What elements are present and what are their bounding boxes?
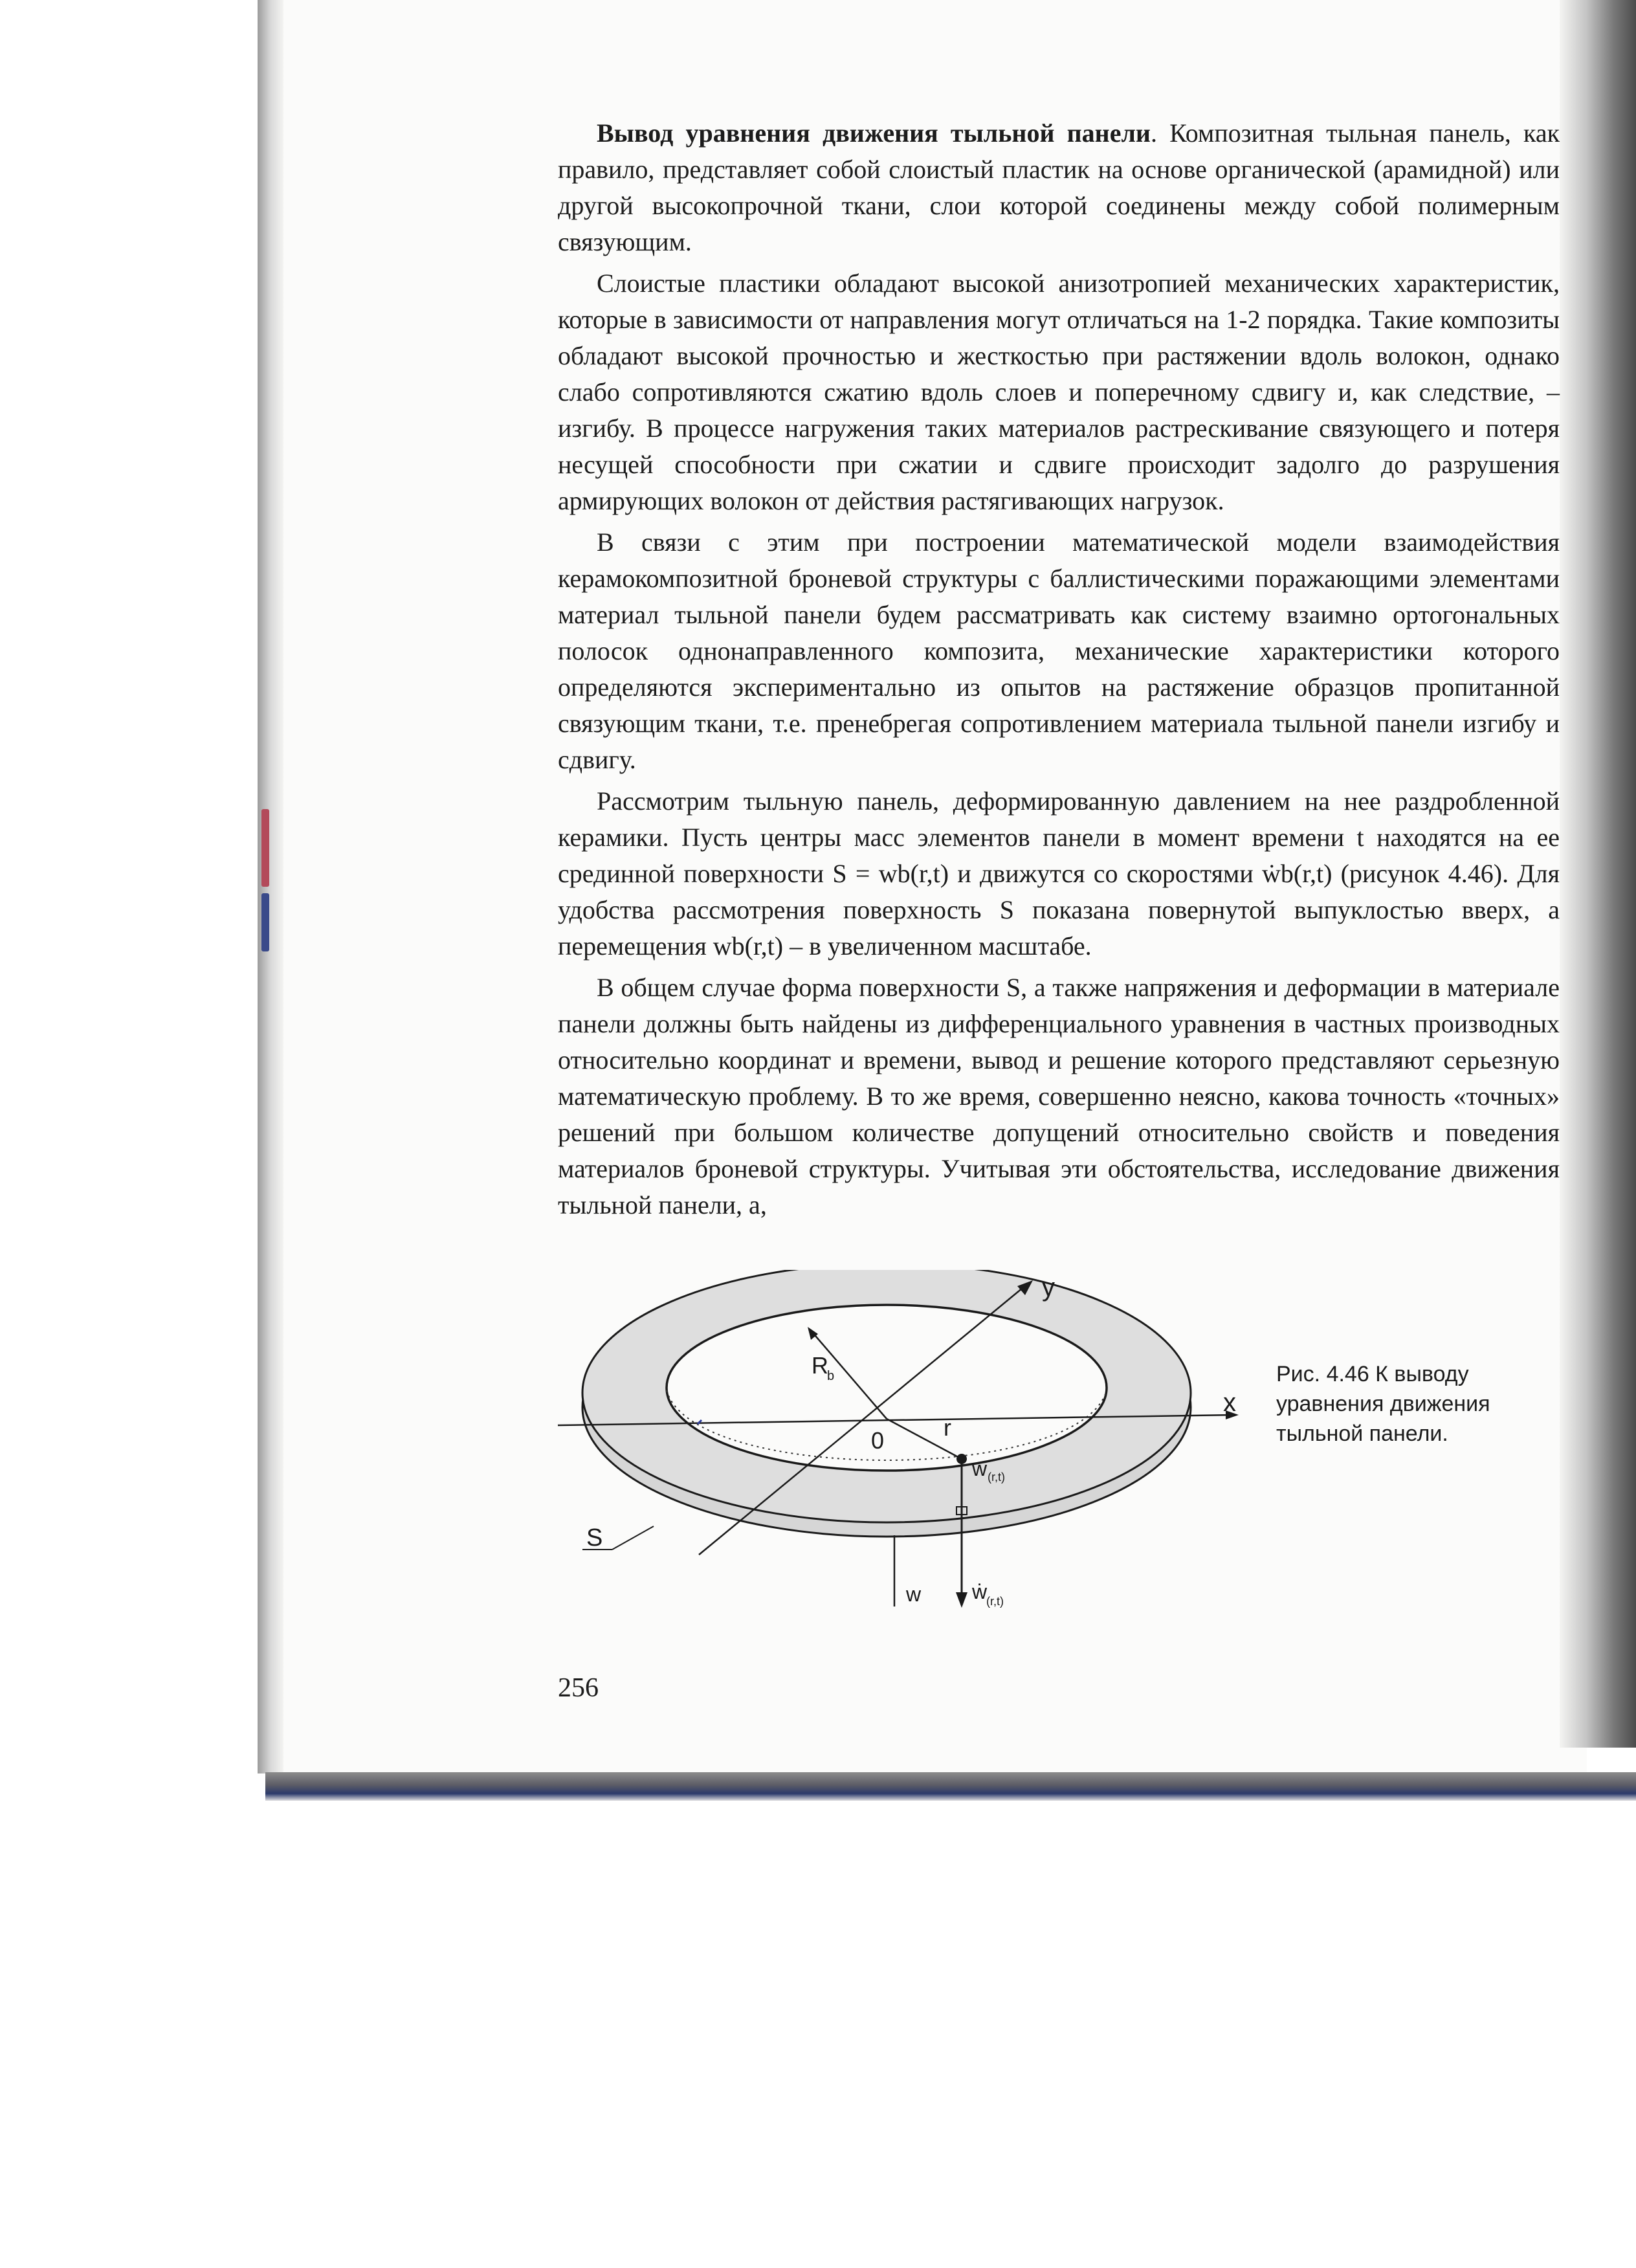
- paragraph-text: В общем случае форма поверхности S, а также напряжения и деформации в материале панели должны быть найдены из дифференциального уравнения в частных производных относительно координат и времени, вывод и решение которого представляют серьезную математическую проблему. В то же время, совершенно неясно, какова точность «точных» решений при большом количестве допущений относительно свойств и поведения материалов броневой структуры. Учитывая эти обстоятельства, исследование движения тыльной панели, а,: [558, 973, 1560, 1219]
- paragraph-text: Рассмотрим тыльную панель, деформированную давлением на нее раздробленной керамики. Пусть центры масс элементов панели в момент времени t находятся на ее срединной поверхности S = wb(r,t) и движутся со скоростями ẇb(r,t) (рисунок 4.46). Для удобства рассмотрения поверхность S показана повернутой выпуклостью вверх, а перемещения wb(r,t) – в увеличенном масштабе.: [558, 786, 1560, 961]
- paragraph-text: В связи с этим при построении математической модели взаимодействия керамокомпозитной броневой структуры с баллистическими поражающими элементами материал тыльной панели будем рассматривать как систему взаимно ортогональных полосок однонаправленного композита, механические характеристики которого определяются экспериментально из опытов на растяжение образцов пропитанной связующим ткани, т.е. пренебрегая сопротивлением материала тыльной панели изгибу и сдвигу.: [558, 528, 1560, 774]
- body-text: [558, 115, 1560, 1228]
- edge-mark-blue: [261, 893, 269, 951]
- panel-diagram: [550, 1270, 1560, 1632]
- label-wdot: ẇ: [972, 1580, 988, 1603]
- label-rb: R: [812, 1352, 828, 1379]
- label-wdot-sub: (r,t): [986, 1595, 1004, 1608]
- label-s: S: [586, 1524, 603, 1551]
- paragraph-4: [558, 783, 1560, 964]
- label-rb-sub: b: [827, 1369, 835, 1383]
- label-x: x: [1223, 1388, 1236, 1417]
- section-heading: Вывод уравнения движения тыльной панели: [597, 118, 1151, 148]
- edge-shadow: [1560, 0, 1636, 1748]
- figure-4-46: [550, 1270, 1560, 1632]
- label-w-point-sub: (r,t): [988, 1471, 1005, 1484]
- paragraph-text: Слоистые пластики обладают высокой анизотропией механических характеристик, которые в зависимости от направления могут отличаться на 1-2 порядка. Такие композиты обладают высокой прочностью и жесткостью при растяжении вдоль волокон, однако слабо сопротивляются сжатию вдоль слоев и поперечному сдвигу и, как следствие, – изгибу. В процессе нагружения таких материалов растрескивание связующего и потеря несущей способности при сжатии и сдвиге происходит задолго до разрушения армирующих волокон от действия растягивающих нагрузок.: [558, 269, 1560, 515]
- paragraph-text: . Композитная тыльная панель, как правило, представляет собой слоистый пластик на основе органической (арамидной) или другой высокопрочной ткани, слои которой соединены между собой полимерным связующим.: [558, 118, 1560, 256]
- label-w-axis: w: [906, 1583, 922, 1606]
- paragraph-3: [558, 524, 1560, 778]
- velocity-arrow: [956, 1592, 967, 1608]
- label-r: r: [944, 1414, 951, 1441]
- label-origin: 0: [871, 1427, 885, 1454]
- edge-mark-red: [261, 809, 269, 887]
- label-w-point: w: [972, 1457, 988, 1480]
- s-leader: [612, 1526, 654, 1550]
- figure-caption: Рис. 4.46 К выводу уравнения движения тыльной панели.: [1276, 1362, 1490, 1446]
- paragraph-5: [558, 970, 1560, 1223]
- page-number: 256: [558, 1673, 599, 1703]
- label-y: y: [1042, 1273, 1055, 1302]
- paragraph-1: [558, 115, 1560, 260]
- binding-shadow: [258, 0, 283, 1773]
- paragraph-2: [558, 265, 1560, 519]
- scanner-edge: [265, 1772, 1636, 1801]
- inner-opening: [667, 1305, 1107, 1471]
